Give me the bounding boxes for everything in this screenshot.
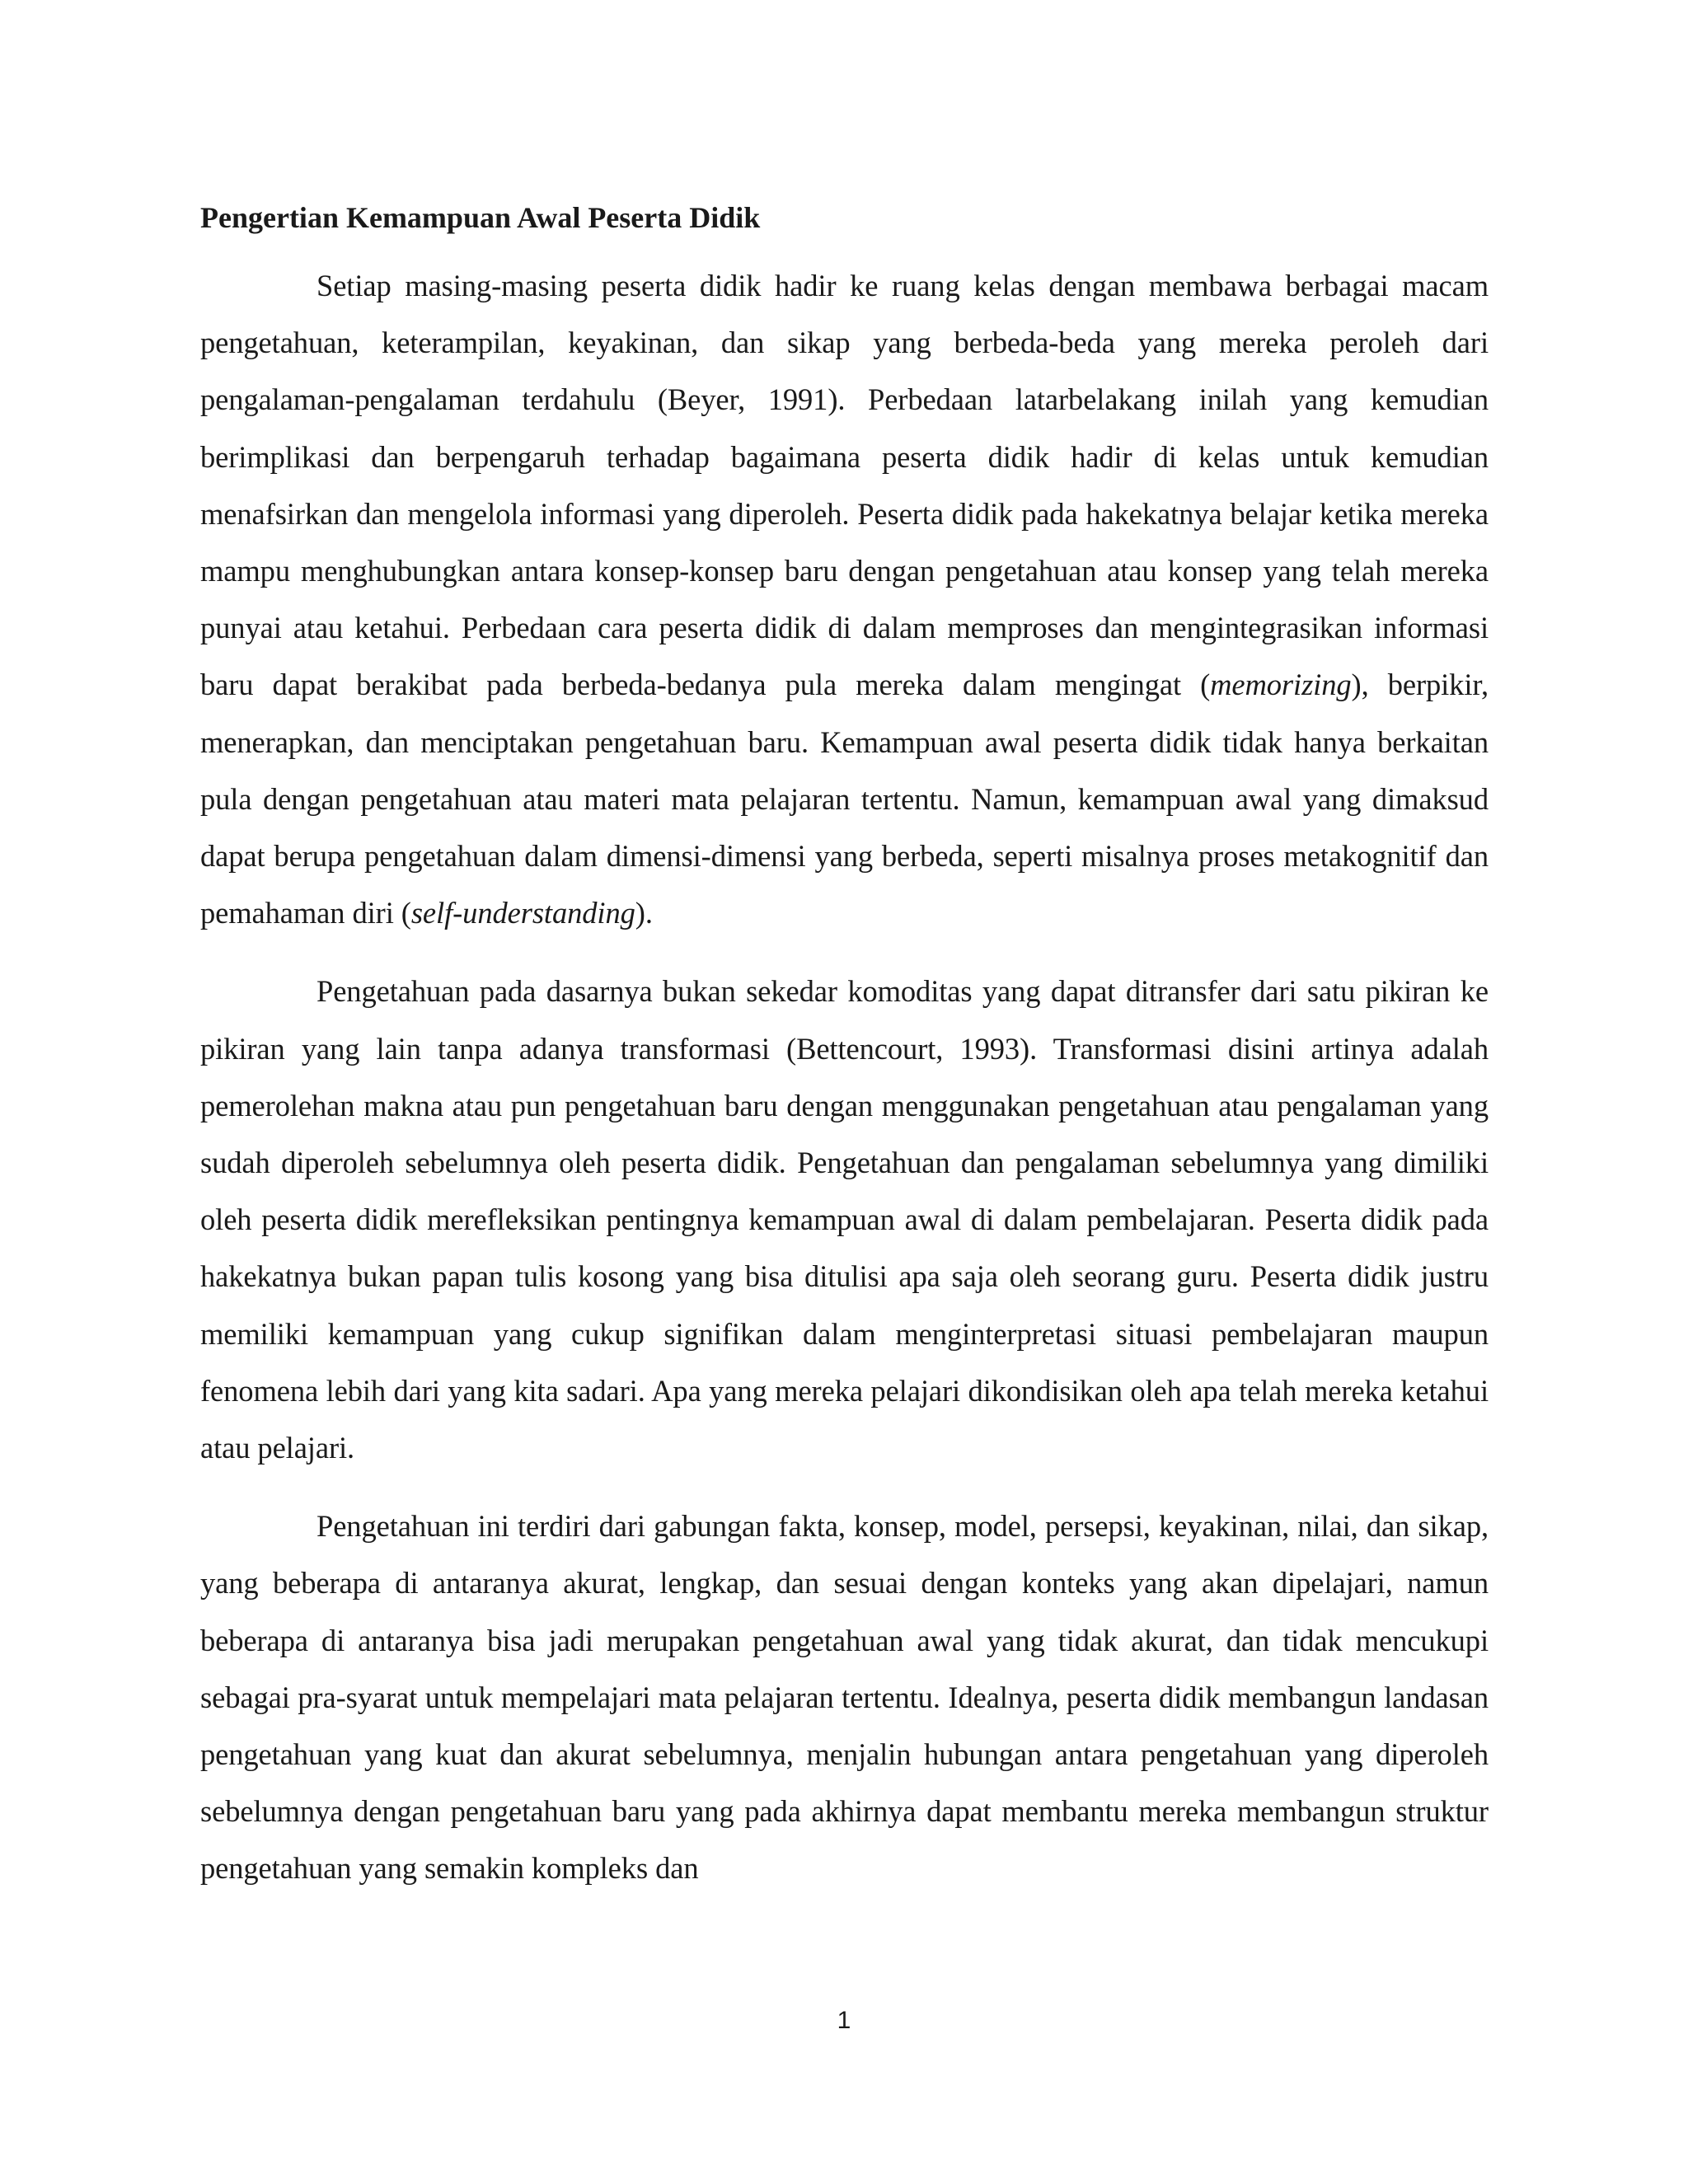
section-heading: Pengertian Kemampuan Awal Peserta Didik: [200, 201, 761, 234]
document-body: [200, 196, 1489, 1919]
paragraph-1-text-a: Setiap masing-masing peserta didik hadir ke ruang kelas dengan membawa berbagai macam pengetahuan, keterampilan, keyakinan, dan sikap yang berbeda-beda yang mereka peroleh dari pengalaman-pengalaman terdahulu (Beyer, 1991). Perbedaan latarbelakang inilah yang kemudian berimplikasi dan berpengaruh terhadap bagaimana peserta didik hadir di kelas untuk kemudian menafsirkan dan mengelola informasi yang diperoleh. Peserta didik pada hakekatnya belajar ketika mereka mampu menghubungkan antara konsep-konsep baru dengan pengetahuan atau konsep yang telah mereka punyai atau ketahui. Perbedaan cara peserta didik di dalam memproses dan mengintegrasikan informasi baru dapat berakibat pada berbeda-bedanya pula mereka dalam mengingat (: [200, 269, 1489, 702]
paragraph-2: Pengetahuan pada dasarnya bukan sekedar komoditas yang dapat ditransfer dari satu pikiran ke pikiran yang lain tanpa adanya transformasi (Bettencourt, 1993). Transformasi disini artinya adalah pemerolehan makna atau pun pengetahuan baru dengan menggunakan pengetahuan atau pengalaman yang sudah diperoleh sebelumnya oleh peserta didik. Pengetahuan dan pengalaman sebelumnya yang dimiliki oleh peserta didik merefleksikan pentingnya kemampuan awal di dalam pembelajaran. Peserta didik pada hakekatnya bukan papan tulis kosong yang bisa ditulisi apa saja oleh seorang guru. Peserta didik justru memiliki kemampuan yang cukup signifikan dalam menginterpretasi situasi pembelajaran maupun fenomena lebih dari yang kita sadari. Apa yang mereka pelajari dikondisikan oleh apa telah mereka ketahui atau pelajari.: [200, 974, 1489, 1465]
paragraph-1: [200, 257, 1489, 941]
page-number: 1: [837, 2007, 851, 2034]
paragraph-1-italic-term-2: self-understanding: [410, 896, 635, 930]
paragraph-1-text-b: ), berpikir, menerapkan, dan menciptakan pengetahuan baru. Kemampuan awal peserta didik tidak hanya berkaitan pula dengan pengetahuan atau materi mata pelajaran tertentu. Namun, kemampuan awal yang dimaksud dapat berupa pengetahuan dalam dimensi-dimensi yang berbeda, seperti misalnya proses metakognitif dan pemahaman diri (: [200, 668, 1489, 930]
paragraph-1-text-c: ).: [635, 896, 653, 930]
paragraph-1-italic-term-1: memorizing: [1210, 668, 1352, 702]
paragraph-3: Pengetahuan ini terdiri dari gabungan fakta, konsep, model, persepsi, keyakinan, nilai, dan sikap, yang beberapa di antaranya akurat, lengkap, dan sesuai dengan konteks yang akan dipelajari, namun beberapa di antaranya bisa jadi merupakan pengetahuan awal yang tidak akurat, dan tidak mencukupi sebagai pra-syarat untuk mempelajari mata pelajaran tertentu. Idealnya, peserta didik membangun landasan pengetahuan yang kuat dan akurat sebelumnya, menjalin hubungan antara pengetahuan yang diperoleh sebelumnya dengan pengetahuan baru yang pada akhirnya dapat membantu mereka membangun struktur pengetahuan yang semakin kompleks dan: [200, 1509, 1489, 1886]
